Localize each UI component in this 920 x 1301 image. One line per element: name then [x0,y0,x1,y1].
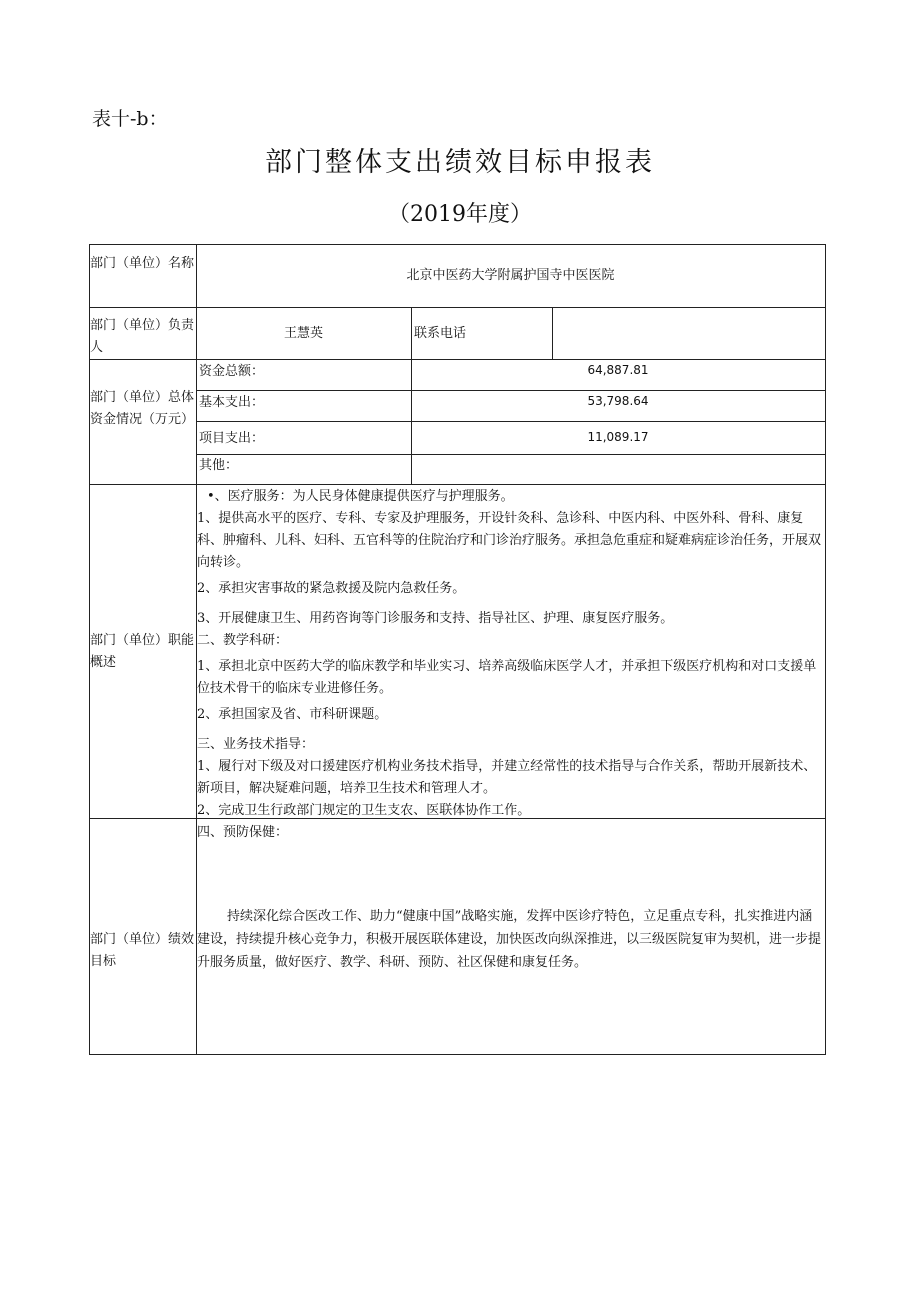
goal-label: 部门（单位）绩效目标 [90,932,195,969]
funds-other-label: 其他： [199,458,239,473]
dept-leader-label: 部门（单位）负责人 [90,318,195,355]
year-subtitle: （2019年度） [388,202,532,227]
funds-basic-label: 基本支出： [199,395,265,410]
phone-label: 联系电话 [414,326,467,341]
column-divider [552,307,553,359]
dept-name-value: 北京中医药大学附属护国寺中医医院 [406,268,615,283]
row-divider [196,454,825,455]
form-table [89,244,826,1055]
page-title: 部门整体支出绩效目标申报表 [265,147,655,178]
row-divider [90,307,825,308]
function-line: 2、承担国家及省、市科研课题。 [197,707,388,722]
goal-text: 持续深化综合医改工作、助力“健康中国”战略实施，发挥中医诊疗特色，立足重点专科，扎实推进内涵建设，持续提升核心竞争力，积极开展医联体建设，加快医改向纵深推进，以三级医院复审为契机，进一步提升服务质量，做好医疗、教学、科研、预防、社区保健和康复任务。 [197,909,822,970]
funds-total-label: 资金总额： [199,364,265,379]
funds-project-label: 项目支出： [199,431,265,446]
row-divider [196,421,825,422]
row-divider [90,484,825,485]
function-line: 四、预防保健： [197,825,289,840]
function-line: 2、承担灾害事故的紧急救援及院内急救任务。 [197,581,466,596]
function-line: 3、开展健康卫生、用药咨询等门诊服务和支持、指导社区、护理、康复医疗服务。 [197,611,674,626]
function-line: 2、完成卫生行政部门规定的卫生支农、医联体协作工作。 [197,803,531,818]
funds-basic-value: 53,798.64 [587,394,649,408]
function-line: 二、教学科研： [197,633,289,648]
dept-leader-value: 王慧英 [283,326,323,341]
dept-name-label: 部门（单位）名称 [90,256,195,271]
funds-total-value: 64,887.81 [587,363,649,377]
funds-project-value: 11,089.17 [587,430,649,444]
function-line: 1、提供高水平的医疗、专科、专家及护理服务，开设针灸科、急诊科、中医内科、中医外科、骨科、康复科、肿瘤科、儿科、妇科、五官科等的住院治疗和门诊治疗服务。承担急危重症和疑难病症诊治任务，开展双向转诊。 [197,511,822,570]
function-text [197,486,825,840]
function-line: 三、业务技术指导： [197,737,315,752]
function-line: 1、履行对下级及对口援建医疗机构业务技术指导，并建立经常性的技术指导与合作关系，帮助开展新技术、新项目，解决疑难问题，培养卫生技术和管理人才。 [197,759,817,796]
function-label: 部门（单位）职能概述 [90,633,195,670]
funds-label: 部门（单位）总体资金情况（万元） [90,390,195,427]
function-line: 1、承担北京中医药大学的临床教学和毕业实习、培养高级临床医学人才，并承担下级医疗机构和对口支援单位技术骨干的临床专业进修任务。 [197,659,817,696]
table-label: 表十-b： [92,108,168,130]
function-line: •、医疗服务：为人民身体健康提供医疗与护理服务。 [207,489,514,504]
